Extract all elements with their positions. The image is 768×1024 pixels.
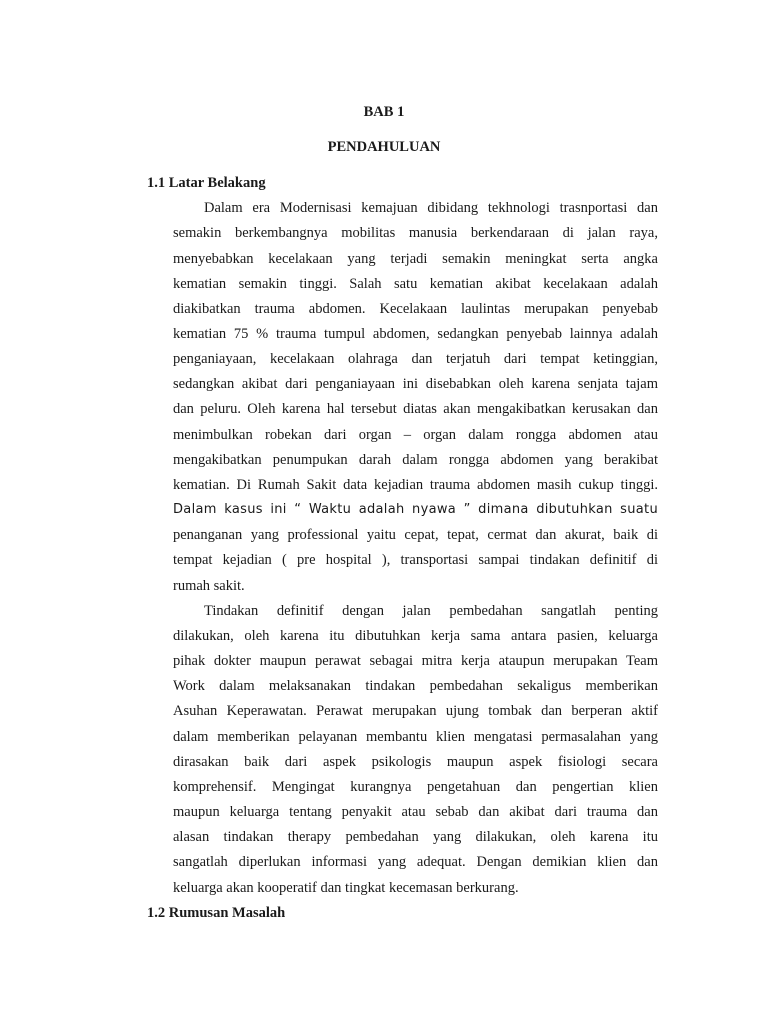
paragraph-line: dirasakan baik dari aspek psikologis maupun aspek fisiologi secara <box>173 754 658 770</box>
paragraph-line: sedangkan akibat dari penganiayaan ini disebabkan oleh karena senjata tajam <box>173 376 658 392</box>
paragraph-line: rumah sakit. <box>173 578 245 594</box>
paragraph-line: dilakukan, oleh karena itu dibutuhkan kerja sama antara pasien, keluarga <box>173 628 658 644</box>
paragraph-line: sangatlah diperlukan informasi yang adequat. Dengan demikian klien dan <box>173 854 658 870</box>
paragraph-line: kematian. Di Rumah Sakit data kejadian trauma abdomen masih cukup tinggi. <box>173 477 658 493</box>
paragraph-line: semakin berkembangnya mobilitas manusia berkendaraan di jalan raya, <box>173 225 658 241</box>
paragraph-line: dan peluru. Oleh karena hal tersebut diatas akan mengakibatkan kerusakan dan <box>173 401 658 417</box>
paragraph-line: Work dalam melaksanakan tindakan pembedahan sekaligus memberikan <box>173 678 658 694</box>
paragraph-line: dalam memberikan pelayanan membantu klien mengatasi permasalahan yang <box>173 729 658 745</box>
paragraph-line: tempat kejadian ( pre hospital ), transportasi sampai tindakan definitif di <box>173 552 658 568</box>
paragraph-line: kematian semakin tinggi. Salah satu kematian akibat kecelakaan adalah <box>173 276 658 292</box>
paragraph-line: Dalam era Modernisasi kemajuan dibidang tekhnologi trasnportasi dan <box>204 200 658 216</box>
paragraph-line: mengakibatkan penumpukan darah dalam rongga abdomen yang berakibat <box>173 452 658 468</box>
section-title-rumusan-masalah: 1.2 Rumusan Masalah <box>147 905 286 921</box>
section-title-latar-belakang: 1.1 Latar Belakang <box>147 175 266 191</box>
paragraph-line: menimbulkan robekan dari organ – organ dalam rongga abdomen atau <box>173 427 658 443</box>
chapter-title: PENDAHULUAN <box>327 139 441 155</box>
paragraph-line: Asuhan Keperawatan. Perawat merupakan ujung tombak dan berperan aktif <box>173 703 658 719</box>
paragraph-line: maupun keluarga tentang penyakit atau sebab dan akibat dari trauma dan <box>173 804 658 820</box>
chapter-number: BAB 1 <box>363 104 405 120</box>
paragraph-line: keluarga akan kooperatif dan tingkat kecemasan berkurang. <box>173 880 519 896</box>
paragraph-line: penanganan yang professional yaitu cepat, tepat, cermat dan akurat, baik di <box>173 527 658 543</box>
paragraph-line: penganiayaan, kecelakaan olahraga dan terjatuh dari tempat ketinggian, <box>173 351 658 367</box>
paragraph-line: komprehensif. Mengingat kurangnya pengetahuan dan pengertian klien <box>173 779 658 795</box>
paragraph-line: Tindakan definitif dengan jalan pembedahan sangatlah penting <box>204 603 658 619</box>
paragraph-line: Dalam kasus ini “ Waktu adalah nyawa ” dimana dibutuhkan suatu <box>173 502 658 517</box>
paragraph-line: alasan tindakan therapy pembedahan yang dilakukan, oleh karena itu <box>173 829 658 845</box>
paragraph-line: menyebabkan kecelakaan yang terjadi semakin meningkat serta angka <box>173 251 658 267</box>
paragraph-line: pihak dokter maupun perawat sebagai mitra kerja ataupun merupakan Team <box>173 653 658 669</box>
paragraph-line: diakibatkan trauma abdomen. Kecelakaan laulintas merupakan penyebab <box>173 301 658 317</box>
paragraph-line: kematian 75 % trauma tumpul abdomen, sedangkan penyebab lainnya adalah <box>173 326 658 342</box>
